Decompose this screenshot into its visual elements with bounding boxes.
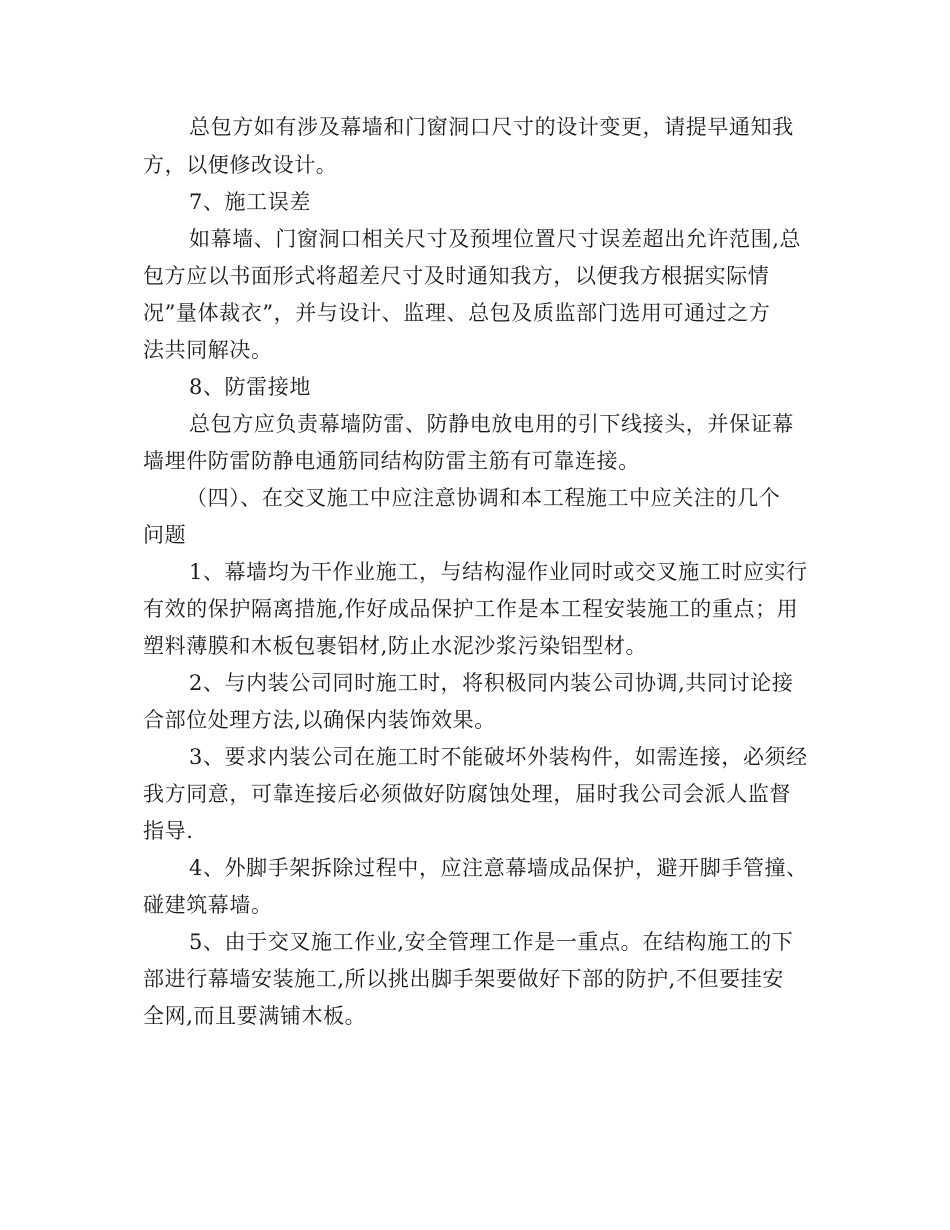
section-heading: 8、防雷接地 [189,375,311,399]
list-item-line: 2、与内装公司同时施工时，将积极同内装公司协调,共同讨论接 [189,671,794,695]
list-item-line: 5、由于交叉施工作业,安全管理工作是一重点。在结构施工的下 [189,930,794,954]
paragraph-line: 况”量体裁衣”，并与设计、监理、总包及质监部门选用可通过之方 [143,301,771,325]
list-item-line: 有效的保护隔离措施,作好成品保护工作是本工程安装施工的重点；用 [143,597,799,621]
list-item-line: 全网,而且要满铺木板。 [143,1004,367,1028]
list-item-line: 合部位处理方法,以确保内装饰效果。 [143,708,496,732]
paragraph-line: 墙埋件防雷防静电通筋同结构防雷主筋有可靠连接。 [143,449,640,473]
list-item-line: 3、要求内装公司在施工时不能破坏外装构件，如需连接，必须经 [189,745,808,769]
paragraph-line: 方，以便修改设计。 [143,153,338,177]
list-item-line: 塑料薄膜和木板包裹铝材,防止水泥沙浆污染铝型材。 [143,634,648,658]
list-item-line: 4、外脚手架拆除过程中，应注意幕墙成品保护，避开脚手管撞、 [189,856,808,880]
list-item-line: 1、幕墙均为干作业施工，与结构湿作业同时或交叉施工时应实行 [189,560,808,584]
section-heading-continued: 问题 [143,523,187,547]
list-item-line: 碰建筑幕墙。 [143,893,273,917]
section-heading: 7、施工误差 [189,190,311,214]
paragraph-line: 包方应以书面形式将超差尺寸及时通知我方，以便我方根据实际情 [143,264,770,288]
paragraph-line: 法共同解决。 [143,338,273,362]
list-item-line: 指导. [143,819,194,843]
paragraph-line: 如幕墙、门窗洞口相关尺寸及预埋位置尺寸误差超出允许范围,总 [189,227,802,251]
section-heading: （四）、在交叉施工中应注意协调和本工程施工中应关注的几个 [186,486,781,510]
paragraph-line: 总包方如有涉及幕墙和门窗洞口尺寸的设计变更，请提早通知我 [189,115,794,139]
list-item-line: 部进行幕墙安装施工,所以挑出脚手架要做好下部的防护,不但要挂安 [143,967,784,991]
paragraph-line: 总包方应负责幕墙防雷、防静电放电用的引下线接头，并保证幕 [189,412,794,436]
list-item-line: 我方同意，可靠连接后必须做好防腐蚀处理，届时我公司会派人监督 [143,782,791,806]
